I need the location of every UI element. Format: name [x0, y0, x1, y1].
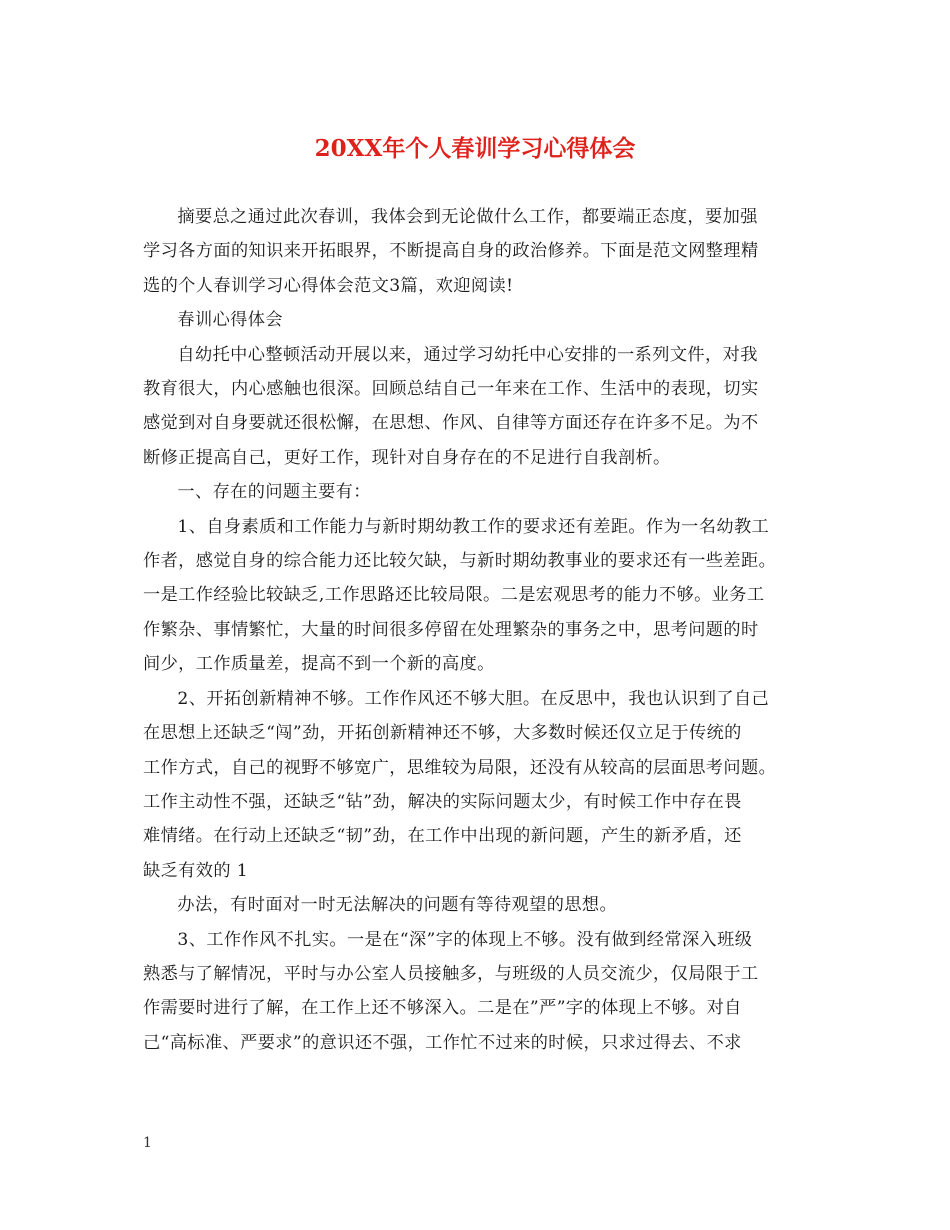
text-line: 己“高标准、严要求”的意识还不强，工作忙不过来的时候，只求过得去、不求 [143, 1032, 742, 1053]
text-line: 难情绪。在行动上还缺乏“韧”劲，在工作中出现的新问题，产生的新矛盾，还 [143, 826, 742, 847]
paragraph [143, 303, 809, 337]
text-line: 一是工作经验比较缺乏,工作思路还比较局限。二是宏观思考的能力不够。业务工 [143, 585, 765, 606]
text-line: 作繁杂、事情繁忙，大量的时间很多停留在处理繁杂的事务之中，思考问题的时 [143, 619, 759, 640]
page-title: 20XX年个人春训学习心得体会 [314, 135, 636, 162]
text-line: 学习各方面的知识来开拓眼界，不断提高自身的政治修养。下面是范文网整理精 [143, 241, 759, 262]
text-line: 3、工作作风不扎实。一是在“深”字的体现上不够。没有做到经常深入班级 [177, 929, 753, 950]
document-body [143, 200, 809, 1060]
text-line: 作需要时进行了解，在工作上还不够深入。二是在”严”字的体现上不够。对自 [143, 998, 742, 1019]
paragraph [143, 338, 809, 476]
text-line: 工作主动性不强，还缺乏“钻”劲，解决的实际问题太少，有时候工作中存在畏 [143, 791, 742, 812]
paragraph [143, 682, 809, 888]
paragraph [143, 923, 809, 1061]
page-number: 1 [143, 1135, 152, 1151]
text-line: 办法，有时面对一时无法解决的问题有等待观望的思想。 [177, 895, 618, 916]
text-line: 熟悉与了解情况，平时与办公室人员接触多，与班级的人员交流少，仅局限于工 [143, 963, 759, 984]
text-line: 2、开拓创新精神不够。工作作风还不够大胆。在反思中，我也认识到了自己 [177, 688, 770, 709]
text-line: 自幼托中心整顿活动开展以来，通过学习幼托中心安排的一系列文件，对我 [177, 344, 758, 365]
text-line: 作者，感觉自身的综合能力还比较欠缺，与新时期幼教事业的要求还有一些差距。 [143, 551, 777, 572]
text-line: 感觉到对自身要就还很松懈，在思想、作风、自律等方面还存在许多不足。为不 [143, 413, 759, 434]
paragraph [143, 888, 809, 922]
paragraph [143, 510, 809, 682]
paragraph [143, 200, 809, 303]
text-line: 选的个人春训学习心得体会范文3篇，欢迎阅读! [143, 275, 514, 296]
text-line: 摘要总之通过此次春训，我体会到无论做什么工作，都要端正态度，要加强 [177, 207, 758, 227]
text-line: 教育很大，内心感触也很深。回顾总结自己一年来在工作、生活中的表现，切实 [143, 379, 759, 400]
text-line: 间少，工作质量差，提高不到一个新的高度。 [143, 654, 495, 675]
text-line: 断修正提高自己，更好工作，现针对自身存在的不足进行自我剖析。 [143, 447, 671, 468]
text-line: 一、存在的问题主要有： [177, 482, 371, 503]
text-line: 1、自身素质和工作能力与新时期幼教工作的要求还有差距。作为一名幼教工 [177, 516, 770, 537]
text-line: 缺乏有效的 1 [143, 860, 249, 881]
text-line: 在思想上还缺乏“闯”劲，开拓创新精神还不够，大多数时候还仅立足于传统的 [143, 723, 742, 744]
text-line: 工作方式，自己的视野不够宽广，思维较为局限，还没有从较高的层面思考问题。 [143, 757, 777, 778]
paragraph [143, 475, 809, 509]
text-line: 春训心得体会 [177, 310, 283, 331]
